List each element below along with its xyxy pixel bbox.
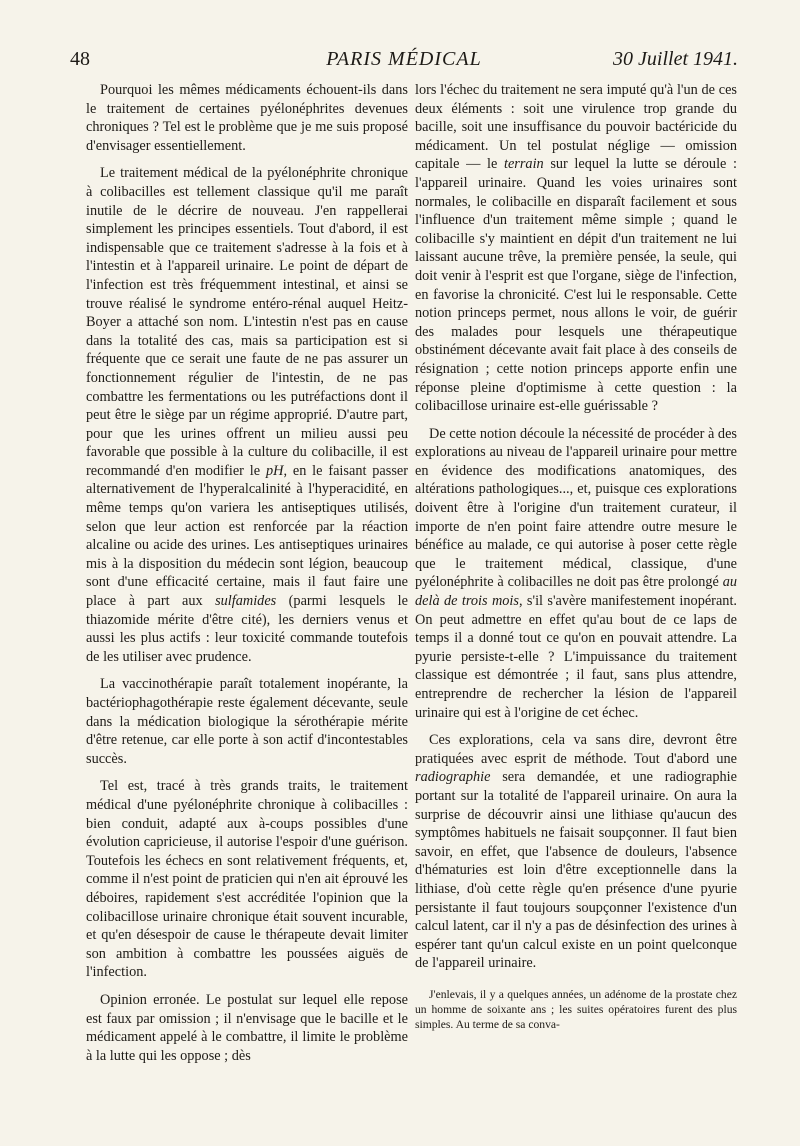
case-report-paragraph: J'enlevais, il y a quelques années, un adénome de la prostate chez un homme de soixante ans ; les suites opératoires furent des plus simples. Au terme de sa conva- bbox=[415, 987, 737, 1032]
paragraph: lors l'échec du traitement ne sera imputé qu'à l'un de ces deux éléments : soit une virulence trop grande du bacille, soit une insuffisance du pouvoir bactéricide du médicament. Un tel postulat néglige — omission capitale — le terrain sur lequel la lutte se déroule : l'appareil urinaire. Quand les voies urinaires sont normales, le colibacille en disparaît facilement et sous l'influence d'un traitement même simple ; quand le colibacille s'y maintient en dépit d'un traitement ne lui laissant aucune trêve, la première pensée, la seule, qui doit venir à l'esprit est que l'organe, siège de l'infection, en favorise la chronicité. C'est lui le responsable. Cette notion princeps permet, nous allons le voir, de guérir des malades pour lesquels une thérapeutique obstinément décevante avait fait place à des conseils de résignation ; cette notion princeps apporte enfin une réponse pleine d'optimisme à cette question : la colibacillose urinaire est-elle guérissable ? bbox=[415, 82, 737, 415]
page-header bbox=[70, 48, 738, 78]
paragraph: Pourquoi les mêmes médicaments échouent-ils dans le traitement de certaines pyélonéphrites devenues chroniques ? Tel est le problème que je me suis proposé d'envisager essentiellement. bbox=[86, 82, 408, 154]
right-column bbox=[415, 81, 737, 1042]
paragraph: Tel est, tracé à très grands traits, le traitement médical d'une pyélonéphrite chronique à colibacilles : bien conduit, adapté aux à-coups possibles d'une évolution capricieuse, il autorise l'espoir d'une guérison. Toutefois les échecs en sont relativement fréquents, et, comme il n'est point de praticien qui n'en ait éprouvé les déboires, rapidement s'est accréditée l'opinion que la colibacillose urinaire chronique était souvent incurable, et qu'en désespoir de cause le thérapeute devait limiter son ambition à combattre les poussées aiguës de l'infection. bbox=[86, 778, 408, 981]
page-number: 48 bbox=[70, 48, 90, 70]
issue-date: 30 Juillet 1941. bbox=[613, 48, 738, 70]
paragraph: La vaccinothérapie paraît totalement inopérante, la bactériophagothérapie reste également décevante, seule dans la médication biologique la sérothérapie mérite d'être retenue, car elle porte à son actif d'incontestables succès. bbox=[86, 676, 408, 767]
paragraph: Opinion erronée. Le postulat sur lequel elle repose est faux par omission ; il n'envisage que le bacille et le médicament appelé à le combattre, il limite le problème à la lutte qui les oppose ; dès bbox=[86, 991, 408, 1064]
journal-title: PARIS MÉDICAL bbox=[326, 48, 482, 70]
paragraph: De cette notion découle la nécessité de procéder à des explorations au niveau de l'appareil urinaire pour mettre en évidence des modifications anatomiques, des altérations pathologiques..., et, puisque ces explorations doivent être à l'origine d'un traitement curateur, il importe de n'en point faire attendre outre mesure le bénéfice au malade, ce qui autorise à poser cette règle que le traitement médical, classique, d'une pyélonéphrite à colibacilles ne doit pas être prolongé au delà de trois mois, s'il s'avère manifestement inopérant. On peut admettre en effet qu'au bout de ce laps de temps il a donné tout ce qu'on en pouvait attendre. La pyurie persiste-t-elle ? L'impuissance du traitement classique est démontrée ; il faut, sans plus attendre, entreprendre de rechercher la lésion de l'appareil urinaire qui est à l'origine de cet échec. bbox=[415, 425, 737, 721]
left-column bbox=[86, 81, 408, 1074]
paragraph: Le traitement médical de la pyélonéphrite chronique à colibacilles est tellement classique qu'il me paraît inutile de le décrire de nouveau. J'en rappellerai simplement les principes essentiels. Tout d'abord, il est indispensable que ce traitement s'adresse à la fois et à l'intestin et à l'appareil urinaire. Le point de départ de l'infection est très fréquemment intestinal, et ainsi se trouve réalisé le syndrome entéro-rénal auquel Heitz-Boyer a attaché son nom. L'intestin n'est pas en cause dans la totalité des cas, mais sa participation est si fréquente que ce serait une faute de ne pas assurer un fonctionnement régulier de l'intestin, de ne pas combattre les fermentations ou les putréfactions dont il peut être le siège par un régime approprié. D'autre part, pour que les urines offrent un milieu aussi peu favorable que possible à la culture du colibacille, il est recommandé d'en modifier le pH, en le faisant passer alternativement de l'hyperalcalinité à l'hyperacidité, en même temps qu'on variera les antiseptiques utilisés, selon que leur action est renforcée par la réaction alcaline ou acide des urines. Les antiseptiques urinaires mis à la disposition du médecin sont légion, beaucoup sont d'une efficacité certaine, mais il faut faire une place à part aux sulfamides (parmi lesquels le thiazomide mérite d'être cité), les derniers venus et aussi les plus actifs : leur toxicité commande toutefois de les utiliser avec prudence. bbox=[86, 165, 408, 665]
paragraph: Ces explorations, cela va sans dire, devront être pratiquées avec esprit de méthode. Tout d'abord une radiographie sera demandée, et une radiographie portant sur la totalité de l'appareil urinaire. On aura la surprise de découvrir ainsi une lithiase qu'aucun des symptômes habituels ne faisait soupçonner. Il faut bien savoir, en effet, que l'absence de douleurs, l'absence d'hématuries est loin d'être exceptionnelle dans la lithiase, d'où cette règle qu'en présence d'une pyurie persistante il faut toujours soupçonner l'existence d'un calcul latent, car il n'y a pas de désinfection des urines à espérer tant qu'un calcul existe en un point quelconque de l'appareil urinaire. bbox=[415, 732, 738, 972]
